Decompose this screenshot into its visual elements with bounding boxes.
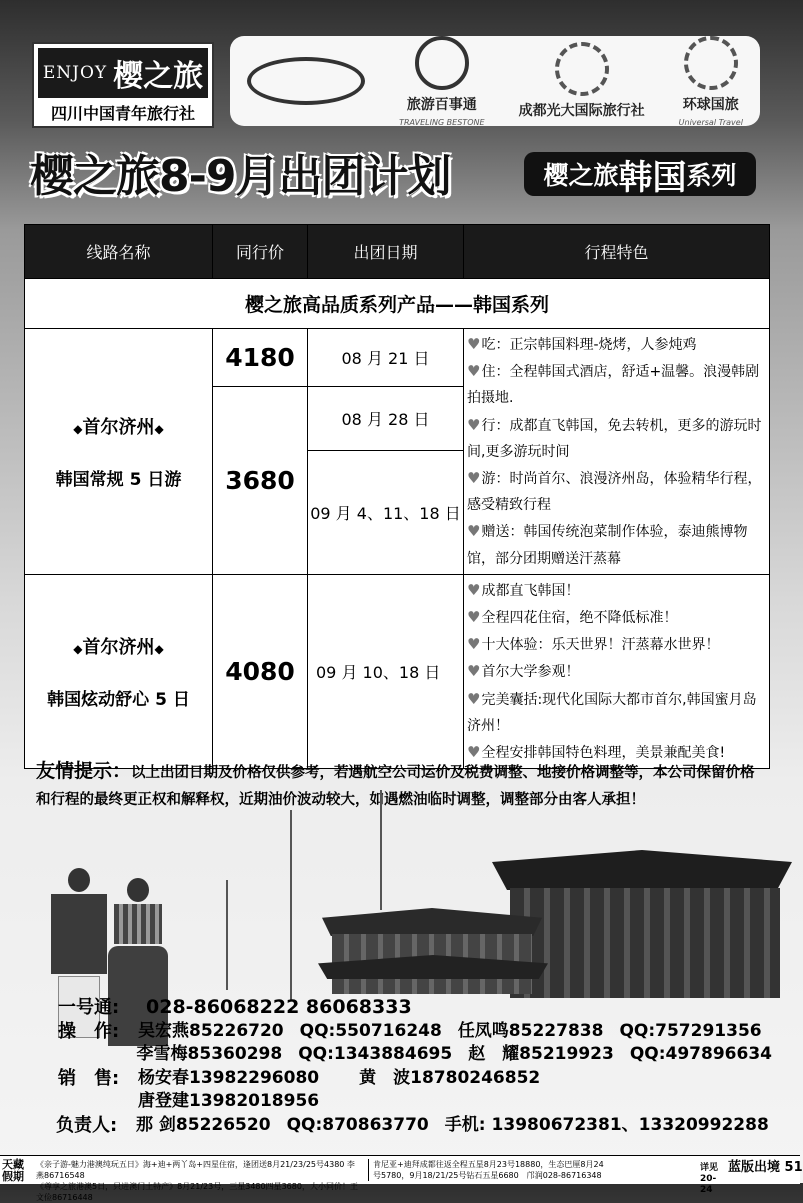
page-title: 樱之旅8-9月出团计划 <box>30 151 451 202</box>
notice-text: 以上出团日期及价格仅供参考，若遇航空公司运价及税费调整、地接价格调整等，本公司保留价格和行程的最终更正权和解释权，近期油价波动较大，如遇燃油临时调整，调整部分由客人承担！ <box>36 765 755 808</box>
header-price: 同行价 <box>213 225 308 279</box>
wave-logo-icon <box>684 36 738 90</box>
series-tag-big: 韩国 <box>618 157 687 198</box>
manager-label: 负责人: <box>56 1114 118 1136</box>
series-tag-post: 系列 <box>686 161 737 190</box>
list-item: ♥成都直飞韩国！ <box>467 580 580 599</box>
partner-sub: TRAVELING BESTONE <box>399 117 485 127</box>
hotline-row <box>58 996 788 1020</box>
operator-label: 操 作: <box>58 1020 120 1042</box>
list-item: ♥住：全程韩国式酒店，舒适+温馨。浪漫韩剧拍摄地. <box>467 362 760 407</box>
sales-label: 销 售: <box>58 1067 120 1089</box>
header-route: 线路名称 <box>25 225 213 279</box>
heart-icon: ♥ <box>467 689 481 708</box>
heart-icon: ♥ <box>467 469 481 488</box>
route-subtitle: 韩国炫动舒心 5 日 <box>47 690 190 711</box>
route-subtitle: 韩国常规 5 日游 <box>55 469 182 490</box>
partner-name: 环球国旅 <box>682 96 739 113</box>
route-name: ◆首尔济州◆ <box>73 416 164 438</box>
partner-logo-4 <box>679 36 743 127</box>
hotline-number: 028-86068222 86068333 <box>146 996 412 1018</box>
partner-sub: Universal Travel <box>678 117 743 127</box>
partner-logo-2 <box>399 36 484 127</box>
list-item: ♥首尔大学参观！ <box>467 662 580 681</box>
mobile-number: 13980672381、13320992288 <box>491 1114 769 1135</box>
section-title: 樱之旅高品质系列产品——韩国系列 <box>25 279 770 329</box>
manager-row <box>56 1114 788 1138</box>
date-cell: 09 月 4、11、18 日 <box>308 450 464 574</box>
route-cell <box>25 329 213 575</box>
tree-illustration <box>380 790 382 910</box>
contact-value: 赵 耀85219923 <box>468 1044 614 1064</box>
footer-line: 《亲子游-魅力港澳纯玩五日》海+迪+两丫岛+四星住宿，逢团送8月21/23/25号4380 李 燕86716548 <box>36 1160 363 1180</box>
contact-qq: QQ:1343884695 <box>298 1044 453 1064</box>
heart-icon: ♥ <box>467 335 481 353</box>
hotline-label: 一号通: <box>58 997 120 1018</box>
sales-row <box>58 1090 788 1114</box>
heart-icon: ♥ <box>467 635 481 654</box>
header-dates: 出团日期 <box>308 225 464 279</box>
sales-row <box>58 1067 788 1091</box>
partner-name: 成都光大国际旅行社 <box>518 103 645 119</box>
operator-row <box>58 1020 788 1044</box>
manager-qq: QQ:870863770 <box>286 1114 429 1135</box>
price-cell: 4080 <box>213 574 308 768</box>
partner-name: 旅游百事通 <box>406 96 477 113</box>
orbit-logo-icon <box>247 57 365 105</box>
tree-illustration <box>290 810 292 1000</box>
contact-value: 黄 波18780246852 <box>359 1067 541 1088</box>
list-item: ♥行：成都直飞韩国，免去转机，更多的游玩时间,更多游玩时间 <box>467 415 762 460</box>
contact-value: 唐登建13982018956 <box>138 1091 320 1111</box>
series-tag-pre: 樱之旅 <box>543 161 619 190</box>
manager-phone: 那 剑85226520 <box>136 1114 271 1135</box>
company-name: 四川中国青年旅行社 <box>50 104 195 123</box>
list-item: ♥全程安排韩国特色料理，美景兼配美食! <box>467 743 726 762</box>
notice-lead: 友情提示： <box>36 760 132 782</box>
swirl-logo-icon <box>555 42 609 96</box>
features-cell <box>464 329 770 575</box>
heart-icon: ♥ <box>467 608 481 627</box>
contact-value: 吴宏燕85226720 <box>138 1020 284 1041</box>
tour-table <box>24 224 770 769</box>
company-logo <box>32 42 214 128</box>
contact-value: 杨安春13982296080 <box>138 1067 320 1088</box>
footer-line: 《尊享之旅港澳5日，只进澳门土特产》8月21/23号，三星3480四星3680，大小同价！王文俭86716448 <box>36 1182 358 1202</box>
contact-qq: QQ:497896634 <box>629 1044 772 1064</box>
heart-icon: ♥ <box>467 662 481 681</box>
features-cell <box>464 574 770 768</box>
footer-ad-right <box>368 1159 703 1181</box>
contact-qq: QQ:757291356 <box>619 1020 762 1041</box>
tree-illustration <box>226 880 228 990</box>
operator-row <box>58 1043 788 1067</box>
heart-icon: ♥ <box>467 522 481 541</box>
series-tag <box>524 152 756 196</box>
date-cell: 08 月 21 日 <box>308 329 464 387</box>
list-item: ♥游：时尚首尔、浪漫济州岛，体验精华行程，感受精致行程 <box>467 469 762 514</box>
header-features: 行程特色 <box>464 225 770 279</box>
price-cell: 3680 <box>213 387 308 575</box>
contact-value: 任凤鸣85227838 <box>457 1020 604 1041</box>
table-row <box>25 329 770 387</box>
footer-see-pages: 详见20-24 <box>700 1163 719 1195</box>
list-item: ♥吃：正宗韩国料理-烧烤，人参炖鸡 <box>467 335 697 353</box>
price-cell: 4180 <box>213 329 308 387</box>
footer-line: 号5780，9月18/21/25号钻石五星6680 邝润028-86716348 <box>373 1171 602 1180</box>
heart-icon: ♥ <box>467 415 481 434</box>
mobile-label: 手机: <box>444 1114 486 1135</box>
logo-enjoy-text: ENJOY <box>42 63 108 83</box>
heart-icon: ♥ <box>467 743 481 762</box>
mascot-logo-icon <box>415 36 469 90</box>
contact-info <box>58 996 788 1137</box>
table-row <box>25 574 770 768</box>
date-cell: 09 月 10、18 日 <box>308 574 464 768</box>
list-item: ♥赠送：韩国传统泡菜制作体验，泰迪熊博物馆，部分团期赠送汗蒸幕 <box>467 522 748 567</box>
heart-icon: ♥ <box>467 580 481 599</box>
list-item: ♥完美囊括:现代化国际大都市首尔,韩国蜜月岛济州！ <box>467 689 757 734</box>
partner-logos <box>230 36 760 126</box>
section-title-row <box>25 279 770 329</box>
route-name: ◆首尔济州◆ <box>73 637 164 659</box>
list-item: ♥十大体验：乐天世界！汗蒸幕水世界！ <box>467 635 720 654</box>
friendly-notice <box>36 758 764 814</box>
palace-wall <box>510 888 780 998</box>
route-cell <box>25 574 213 768</box>
footer-ad-strip <box>0 1155 803 1202</box>
palace-illustration <box>492 850 792 890</box>
contact-qq: QQ:550716248 <box>299 1020 442 1041</box>
footer-brand: 天藏 假期 <box>2 1158 24 1183</box>
hall-illustration <box>322 908 542 936</box>
contact-value: 李雪梅85360298 <box>136 1044 283 1064</box>
table-header-row <box>25 225 770 279</box>
heart-icon: ♥ <box>467 362 481 381</box>
footer-line: 肯尼亚+迪拜成都往返全程五星8月23号18880，生态巴厘8月24 <box>373 1160 604 1169</box>
list-item: ♥全程四花住宿，绝不降低标准！ <box>467 608 678 627</box>
page-number: 蓝版出境 51 <box>728 1160 803 1175</box>
logo-main-text: 樱之旅 <box>113 59 204 94</box>
partner-logo-1 <box>247 57 365 105</box>
partner-logo-3 <box>519 42 645 120</box>
footer-ad-left <box>36 1159 362 1203</box>
date-cell: 08 月 28 日 <box>308 387 464 451</box>
